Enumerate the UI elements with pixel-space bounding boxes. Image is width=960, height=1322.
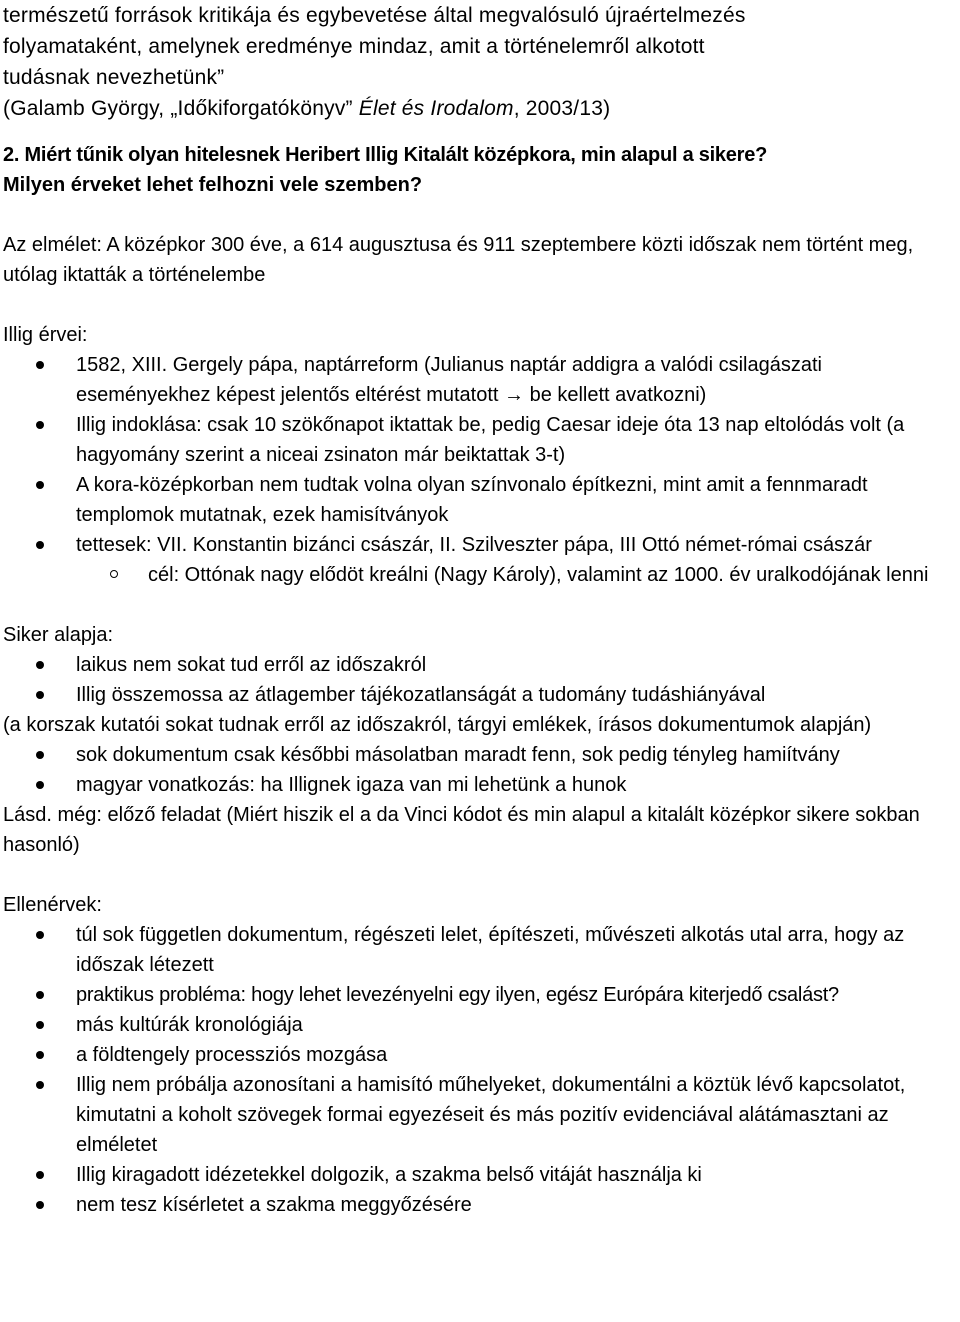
success-list-2 [3,740,958,800]
list-item: sok dokumentum csak későbbi másolatban maradt fenn, sok pedig tényleg hamiítvány [3,740,958,770]
arguments-heading: Illig érvei: [3,324,88,346]
question-line-2: Milyen érveket lehet felhozni vele szemben? [3,174,423,196]
list-item: túl sok független dokumentum, régészeti lelet, építészeti, művészeti alkotás utal arra, hogy az időszak létezett [3,920,958,980]
counter-list [3,920,958,1220]
theory-paragraph: Az elmélet: A középkor 300 éve, a 614 augusztusa és 911 szeptembere közti időszak nem történt meg, utólag iktatták a történelembe [3,234,914,286]
intro-line-2: folyamataként, amelynek eredménye mindaz, amit a történelemről alkotott [3,35,705,58]
success-note: (a korszak kutatói sokat tudnak erről az időszakról, tárgyi emlékek, írásos dokumentumok alapján) [3,714,872,736]
list-item: Illig indoklása: csak 10 szökőnapot iktattak be, pedig Caesar ideje óta 13 nap eltolódás volt (a hagyomány szerint a niceai zsinaton már beiktattak 3-t) [3,410,958,470]
list-item: praktikus probléma: hogy lehet levezényelni egy ilyen, egész Európára kiterjedő csalást? [3,980,958,1010]
list-item: más kultúrák kronológiája [3,1010,958,1040]
list-item: a földtengely processziós mozgása [3,1040,958,1070]
see-also: Lásd. még: előző feladat (Miért hiszik el a da Vinci kódot és min alapul a kitalált középkor sikere sokban hasonló) [3,804,920,856]
success-heading: Siker alapja: [3,624,114,646]
document-page [3,0,958,1220]
sub-list-item: cél: Ottónak nagy elődöt kreálni (Nagy Károly), valamint az 1000. év uralkodójának lenni [3,560,958,590]
list-item: nem tesz kísérletet a szakma meggyőzésére [3,1190,958,1220]
intro-line-1: természetű források kritikája és egybevetése által megvalósuló újraértelmezés [3,4,746,27]
list-item: Illig összemossa az átlagember tájékozatlanságát a tudomány tudáshiányával [3,680,958,710]
list-item: magyar vonatkozás: ha Illignek igaza van mi lehetünk a hunok [3,770,958,800]
arguments-list [3,350,958,590]
list-item: laikus nem sokat tud erről az időszakról [3,650,958,680]
list-item: tettesek: VII. Konstantin bizánci császár, II. Szilveszter pápa, III Ottó német-római császár [3,530,958,560]
question-line-1: 2. Miért tűnik olyan hitelesnek Heribert Illig Kitalált középkora, min alapul a sikere? [3,144,768,166]
citation-post: , 2003/13) [513,97,611,120]
list-item: Illig kiragadott idézetekkel dolgozik, a szakma belső vitáját használja ki [3,1160,958,1190]
counter-heading: Ellenérvek: [3,894,102,916]
citation [3,93,958,124]
list-item: A kora-középkorban nem tudtak volna olyan színvonalo építkezni, mint amit a fennmaradt templomok mutatnak, ezek hamisítványok [3,470,958,530]
citation-journal: Élet és Irodalom [358,97,514,120]
success-list [3,650,958,710]
intro-line-3: tudásnak nevezhetünk” [3,66,225,89]
citation-pre: (Galamb György, „Időkiforgatókönyv” [3,97,359,120]
list-item: 1582, XIII. Gergely pápa, naptárreform (Julianus naptár addigra a valódi csilagászati eseményekhez képest jelentős eltérést mutatott → be kellett avatkozni) [3,350,958,410]
list-item: Illig nem próbálja azonosítani a hamisító műhelyeket, dokumentálni a köztük lévő kapcsolatot, kimutatni a koholt szövegek formai egyezéseit és más pozitív evidenciával alátámasztani az elméletet [3,1070,958,1160]
